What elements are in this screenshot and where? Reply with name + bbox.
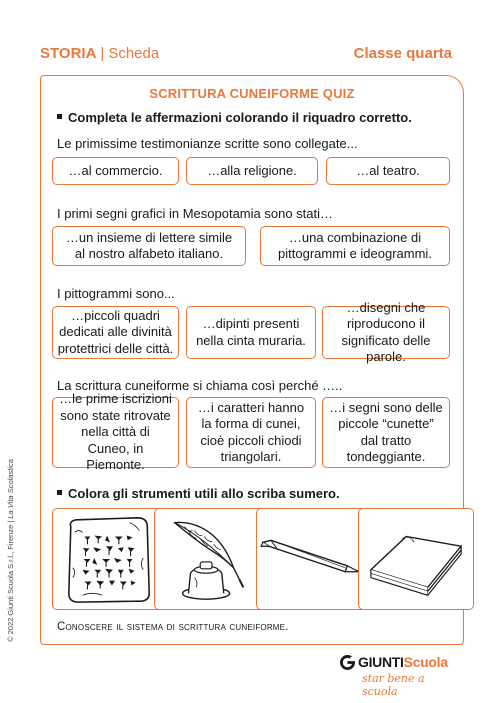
copyright-notice xyxy=(6,459,15,642)
bullet-icon xyxy=(57,114,62,119)
q4-option-3[interactable]: …i segni sono delle piccole “cunette” dal tratto tondeggiante. xyxy=(322,397,450,468)
quill-inkwell-icon xyxy=(155,509,269,609)
header xyxy=(40,45,452,67)
pen-icon xyxy=(257,509,371,609)
kind-label: Scheda xyxy=(108,45,160,62)
q3-option-2[interactable]: …dipinti presenti nella cinta muraria. xyxy=(186,306,316,359)
tool-pen[interactable] xyxy=(256,508,372,610)
logo-tagline: star bene a scuola xyxy=(362,672,425,698)
logo-brand-accent: Scuola xyxy=(403,654,448,670)
tool-paper-sheets[interactable] xyxy=(358,508,474,610)
question-3-prompt: I pittogrammi sono... xyxy=(57,286,175,301)
section1-instruction xyxy=(57,110,412,125)
section1-instruction-text: Completa le affermazioni colorando il riquadro corretto. xyxy=(68,110,412,125)
bullet-icon xyxy=(57,490,62,495)
q1-option-3[interactable]: …al teatro. xyxy=(326,157,450,185)
question-1-prompt: Le primissime testimonianze scritte sono collegate... xyxy=(57,136,358,151)
paper-sheets-icon xyxy=(359,509,473,609)
header-separator: | xyxy=(100,45,105,62)
logo-wordmark xyxy=(358,654,448,670)
question-4-prompt: La scrittura cuneiforme si chiama così perché ….. xyxy=(57,378,343,393)
magazine-name: La Vita Scolastica xyxy=(6,459,15,519)
logo-brand: GIUNTI xyxy=(358,654,404,670)
tool-quill-inkwell[interactable] xyxy=(154,508,270,610)
learning-objective: Conoscere il sistema di scrittura cuneiforme. xyxy=(57,621,289,633)
class-label: Classe quarta xyxy=(353,45,452,62)
q4-option-1[interactable]: …le prime iscrizioni sono state ritrovate nella città di Cuneo, in Piemonte. xyxy=(52,397,179,468)
q1-option-2[interactable]: …alla religione. xyxy=(186,157,318,185)
q3-option-3[interactable]: …disegni che riproducono il significato delle parole. xyxy=(322,306,450,359)
copyright-text: © 2022 Giunti Scuola S.r.l., Firenze | xyxy=(6,520,15,642)
worksheet-title: SCRITTURA CUNEIFORME QUIZ xyxy=(149,86,355,101)
q1-option-1[interactable]: …al commercio. xyxy=(52,157,179,185)
section2-instruction-text: Colora gli strumenti utili allo scriba sumero. xyxy=(68,486,340,501)
giunti-g-icon xyxy=(340,655,355,670)
tool-clay-tablet[interactable] xyxy=(52,508,168,610)
q3-option-1[interactable]: …piccoli quadri dedicati alle divinità protettrici delle città. xyxy=(52,306,179,359)
header-subject xyxy=(40,45,159,62)
question-2-prompt: I primi segni grafici in Mesopotamia sono stati… xyxy=(57,206,334,221)
q2-option-1[interactable]: …un insieme di lettere simile al nostro alfabeto italiano. xyxy=(52,226,246,266)
subject-label: STORIA xyxy=(40,45,97,62)
giunti-scuola-logo xyxy=(340,652,455,698)
section2-instruction xyxy=(57,486,340,501)
q4-option-2[interactable]: …i caratteri hanno la forma di cunei, cioè piccoli chiodi triangolari. xyxy=(186,397,316,468)
clay-tablet-icon xyxy=(53,509,167,609)
q2-option-2[interactable]: …una combinazione di pittogrammi e ideogrammi. xyxy=(260,226,450,266)
